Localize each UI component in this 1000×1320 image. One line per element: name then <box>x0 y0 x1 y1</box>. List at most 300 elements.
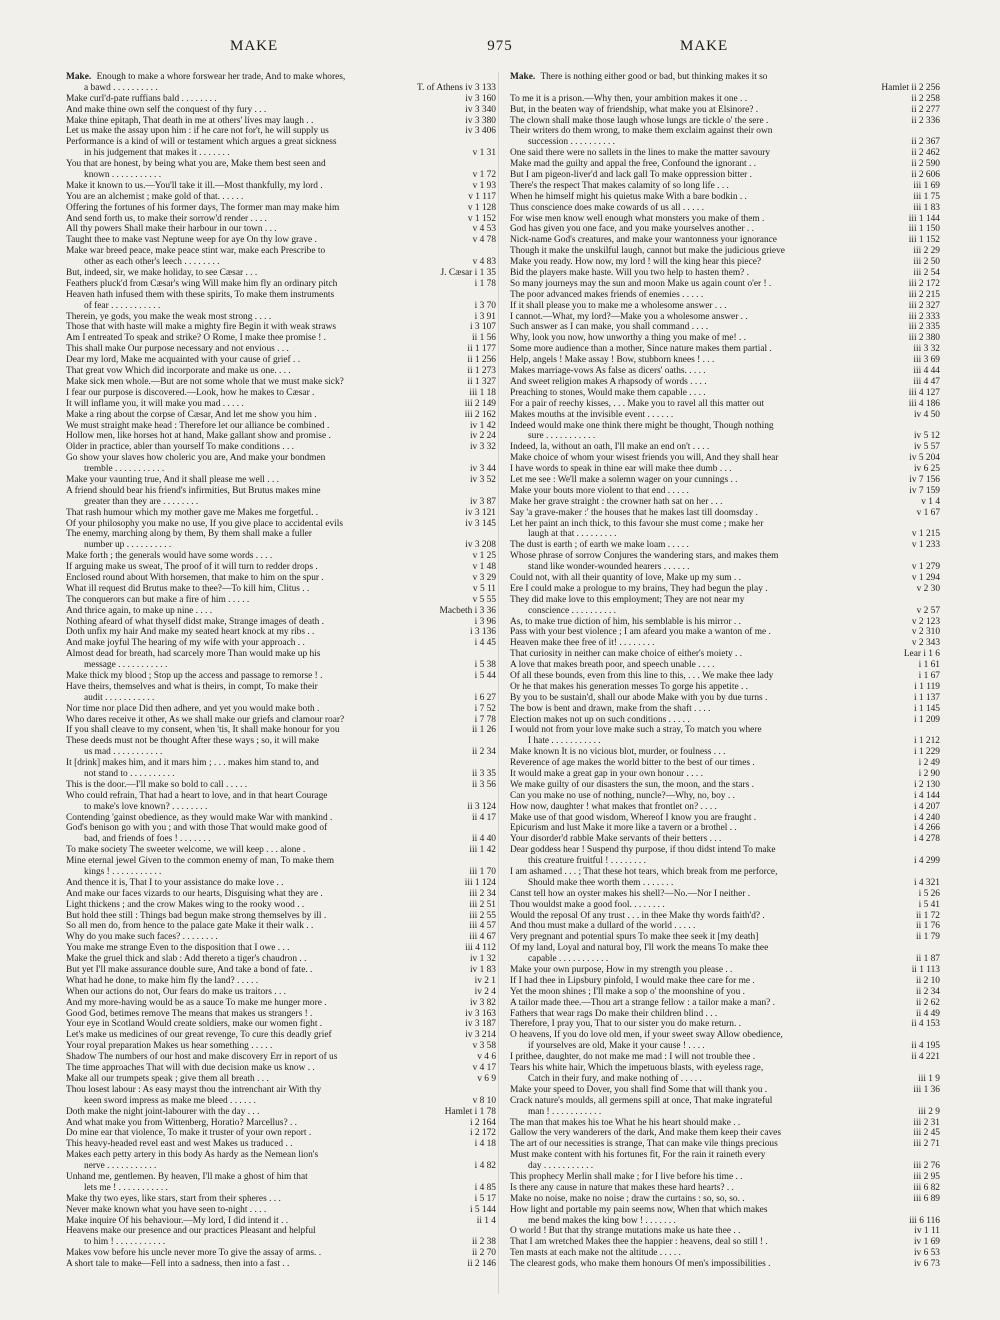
concordance-line <box>510 747 940 758</box>
quotation-text: All thy powers Shall make their harbour in our town . . . <box>66 224 277 235</box>
concordance-line <box>510 1107 940 1118</box>
citation-reference: iii 3 69 <box>913 355 940 366</box>
quotation-text: Bid the players make haste. Will you two help to hasten them? . <box>510 268 749 279</box>
quotation-text: And my more-having would be as a sauce To make me hunger more . <box>66 997 327 1008</box>
citation-reference: v 1 25 <box>472 551 496 562</box>
concordance-line <box>510 1194 940 1205</box>
citation-reference: i 1 137 <box>913 692 940 703</box>
citation-reference: i 4 82 <box>474 1161 496 1172</box>
quotation-text: Could not, with all their quantity of love, Make up my sum . . <box>510 572 741 583</box>
citation-reference: i 1 212 <box>913 736 940 747</box>
concordance-line <box>510 453 940 464</box>
concordance-line <box>66 431 496 442</box>
concordance-line <box>510 421 940 432</box>
citation-reference: iii 1 36 <box>913 1084 940 1095</box>
citation-reference: iii 2 71 <box>913 1139 940 1150</box>
concordance-line <box>510 519 940 530</box>
concordance-line <box>66 867 496 878</box>
concordance-line <box>510 279 940 290</box>
citation-reference: iii 4 186 <box>908 398 940 409</box>
quotation-text: Make known It is no vicious blot, murder, or foulness . . . <box>510 747 726 758</box>
concordance-line <box>66 322 496 333</box>
citation-reference: iii 2 380 <box>908 333 940 344</box>
quotation-text: Do mine ear that violence, To make it truster of your own report . <box>66 1128 312 1139</box>
concordance-line <box>66 453 496 464</box>
concordance-line <box>66 508 496 519</box>
citation-reference: iv 4 50 <box>913 409 940 420</box>
citation-reference: ii 2 277 <box>911 104 940 115</box>
citation-reference: v 8 10 <box>472 1095 496 1106</box>
quotation-text: Epicurism and lust Make it more like a tavern or a brothel . . <box>510 823 737 834</box>
citation-reference: iv 1 32 <box>469 954 496 965</box>
quotation-text: What ill request did Brutus make to thee?—To kill him, Clitus . . <box>66 583 310 594</box>
quotation-text: Makes mouths at the invisible event . . . . . . <box>510 409 674 420</box>
quotation-text: Though it make the unskilful laugh, cannot but make the judicious grieve <box>510 246 785 257</box>
citation-reference: iv 6 73 <box>913 1259 940 1270</box>
quotation-text: It will inflame you, it will make you mad . . . . . <box>66 398 244 409</box>
citation-reference: iii 2 215 <box>908 289 940 300</box>
quotation-text: this creature fruitful ! . . . . . . . . <box>528 856 646 867</box>
concordance-line <box>66 965 496 976</box>
quotation-text: Make thick my blood ; Stop up the access and passage to remorse ! . <box>66 670 323 681</box>
citation-reference: i 7 52 <box>474 703 496 714</box>
citation-reference: iii 2 50 <box>913 257 940 268</box>
quotation-text: Let me see : We'll make a solemn wager on your cunnings . . <box>510 474 738 485</box>
concordance-line <box>66 442 496 453</box>
quotation-text: But hold thee still : Things bad begun make strong themselves by ill . <box>66 910 327 921</box>
concordance-line <box>66 704 496 715</box>
quotation-text: That rash humour which my mother gave me Makes me forgetful. . <box>66 507 319 518</box>
quotation-text: Let's make us medicines of our great revenge, To cure this deadly grief <box>66 1030 332 1041</box>
quotation-text: If I had thee in Lipsbury pinfold, I would make thee care for me . <box>510 975 755 986</box>
quotation-text: And thence it is, That I to your assistance do make love . . <box>66 877 284 888</box>
running-head-left: MAKE <box>230 38 279 54</box>
quotation-text: number up . . . . . . . . . . <box>84 540 172 551</box>
citation-reference: iii 2 172 <box>908 278 940 289</box>
citation-reference: v 1 72 <box>472 170 496 181</box>
citation-reference: i 2 49 <box>918 758 940 769</box>
concordance-line <box>510 442 940 453</box>
quotation-text: A tailor made thee.—Thou art a strange fellow : a tailor make a man? . <box>510 997 776 1008</box>
concordance-line <box>510 192 940 203</box>
quotation-text: Make all our trumpets speak ; give them all breath . . . <box>66 1073 269 1084</box>
concordance-line <box>66 159 496 170</box>
citation-reference: v 3 58 <box>472 1041 496 1052</box>
citation-reference: iv 6 25 <box>913 464 940 475</box>
quotation-text: That I am wretched Makes thee the happier : heavens, deal so still ! . <box>510 1237 768 1248</box>
concordance-line <box>510 1150 940 1161</box>
concordance-line <box>66 475 496 486</box>
citation-reference: iv 3 87 <box>469 496 496 507</box>
quotation-text: laugh at that . . . . . . . . . <box>528 529 617 540</box>
quotation-text: Feathers pluck'd from Cæsar's wing Will make him fly an ordinary pitch <box>66 278 338 289</box>
citation-reference: iii 3 32 <box>913 344 940 355</box>
concordance-line <box>510 399 940 410</box>
concordance-line <box>510 214 940 225</box>
quotation-text: Dear my lord, Make me acquainted with your cause of grief . . <box>66 355 301 366</box>
citation-reference: ii 1 79 <box>916 932 940 943</box>
quotation-text: You are an alchemist ; make gold of that. . . . . . <box>66 191 244 202</box>
quotation-text: Would the reposal Of any trust . . . in thee Make thy words faith'd? . <box>510 910 765 921</box>
quotation-text: Why, look you now, how unworthy a thing you make of me! . . <box>510 333 746 344</box>
concordance-line <box>66 257 496 268</box>
concordance-line <box>510 540 940 551</box>
quotation-text: I hate . . . . . . . . . . . <box>528 736 601 747</box>
concordance-line <box>66 235 496 246</box>
citation-reference: ii 1 87 <box>916 954 940 965</box>
concordance-line <box>510 562 940 573</box>
citation-reference: i 4 45 <box>474 638 496 649</box>
headword: Make. <box>510 72 536 82</box>
quotation-text: Reverence of age makes the world bitter to the best of our times . <box>510 758 755 769</box>
citation-reference: iii 2 51 <box>469 899 496 910</box>
quotation-text: Nor time nor place Did then adhere, and yet you would make both . <box>66 703 320 714</box>
citation-reference: v 4 17 <box>472 1063 496 1074</box>
quotation-text: tremble . . . . . . . . . . . <box>84 464 165 475</box>
concordance-line <box>66 279 496 290</box>
quotation-text: Make your speed to Dover, you shall find Some that will thank you . <box>510 1084 768 1095</box>
citation-reference: v 2 123 <box>911 616 940 627</box>
quotation-text: Fathers that wear rags Do make their children blind . . . <box>510 1008 718 1019</box>
concordance-line <box>510 595 940 606</box>
citation-reference: iv 5 204 <box>909 453 940 464</box>
quotation-text: Doth unfix my hair And make my seated heart knock at my ribs . . <box>66 627 315 638</box>
concordance-line <box>510 660 940 671</box>
quotation-text: known . . . . . . . . . . . <box>84 170 162 181</box>
citation-reference: v 1 294 <box>911 572 940 583</box>
concordance-line <box>66 758 496 769</box>
citation-reference: v 3 29 <box>472 572 496 583</box>
quotation-text: Make her grave straight : the crowner hath sat on her . . . <box>510 496 723 507</box>
citation-reference: iv 3 340 <box>465 104 496 115</box>
quotation-text: O world ! But that thy strange mutations make us hate thee . . <box>510 1226 741 1237</box>
quotation-text: greater than they are . . . . . . . . <box>84 496 199 507</box>
concordance-line <box>66 333 496 344</box>
concordance-line <box>510 1237 940 1248</box>
citation-reference: iii 2 327 <box>908 300 940 311</box>
concordance-line <box>66 421 496 432</box>
quotation-text: God's benison go with you ; and with those That would make good of <box>66 823 328 834</box>
quotation-text: The clown shall make those laugh whose lungs are tickle o' the sere . <box>510 115 769 126</box>
concordance-line <box>66 715 496 726</box>
concordance-line <box>66 1172 496 1183</box>
quotation-text: To me it is a prison.—Why then, your ambition makes it one . . <box>510 93 748 104</box>
citation-reference: ii 1 26 <box>472 725 496 736</box>
quotation-text: Crack nature's moulds, all germens spill at once, That make ingrateful <box>510 1095 773 1106</box>
concordance-line <box>510 475 940 486</box>
citation-reference: ii 2 10 <box>916 975 940 986</box>
concordance-line <box>510 301 940 312</box>
concordance-line <box>510 497 940 508</box>
concordance-line <box>66 627 496 638</box>
concordance-line <box>66 1019 496 1030</box>
quotation-text: Whose phrase of sorrow Conjures the wandering stars, and makes them <box>510 551 779 562</box>
quotation-text: Some more audience than a mother, Since nature makes them partial . <box>510 344 772 355</box>
quotation-text: Make no noise, make no noise ; draw the curtains : so, so, so. . <box>510 1193 745 1204</box>
quotation-text: Your disorder'd rabble Make servants of their betters . . . <box>510 834 722 845</box>
quotation-text: Go show your slaves how choleric you are, And make your bondmen <box>66 453 326 464</box>
concordance-line <box>66 410 496 421</box>
quotation-text: Make thy two eyes, like stars, start from their spheres . . . <box>66 1193 281 1204</box>
concordance-line <box>510 911 940 922</box>
citation-reference: iv 5 12 <box>913 431 940 442</box>
concordance-line <box>510 1139 940 1150</box>
quotation-text: audit . . . . . . . . . . . <box>84 692 155 703</box>
quotation-text: This is the door.—I'll make so bold to call . . . . . <box>66 779 248 790</box>
citation-reference: iii 2 54 <box>913 268 940 279</box>
concordance-line <box>66 1194 496 1205</box>
concordance-line <box>66 1226 496 1237</box>
citation-reference: i 5 17 <box>474 1193 496 1204</box>
citation-reference: iv 1 11 <box>914 1226 940 1237</box>
citation-reference: i 1 119 <box>914 681 940 692</box>
citation-reference: ii 3 35 <box>472 769 496 779</box>
quotation-text: Or he that makes his generation messes To gorge his appetite . . <box>510 681 749 692</box>
quotation-text: The time approaches That will with due decision make us know . . <box>66 1063 315 1074</box>
quotation-text: This heavy-headed revel east and west Makes us traduced . . <box>66 1139 293 1150</box>
citation-reference: iii 1 152 <box>908 235 940 246</box>
concordance-line <box>510 203 940 214</box>
concordance-line <box>66 845 496 856</box>
quotation-text: of fear . . . . . . . . . . . <box>84 300 161 311</box>
citation-reference: ii 2 367 <box>911 137 940 148</box>
quotation-text: Catch in their fury, and make nothing of . . . . . <box>528 1073 702 1084</box>
quotation-text: Nothing afeard of what thyself didst make, Strange images of death . <box>66 616 325 627</box>
concordance-line <box>510 900 940 911</box>
concordance-line <box>66 954 496 965</box>
quotation-text: For a pair of reechy kisses, . . . Make you to ravel all this matter out <box>510 398 765 409</box>
citation-reference: i 4 18 <box>474 1139 496 1150</box>
citation-reference: v 1 128 <box>467 202 496 213</box>
concordance-line <box>510 235 940 246</box>
concordance-line <box>510 682 940 693</box>
quotation-text: I fear our purpose is discovered.—Look, how he makes to Cæsar . <box>66 387 315 398</box>
quotation-text: A love that makes breath poor, and speech unable . . . . <box>510 660 715 671</box>
concordance-line <box>510 486 940 497</box>
concordance-line <box>66 813 496 824</box>
quotation-text: Mine eternal jewel Given to the common enemy of man, To make them <box>66 856 335 867</box>
citation-reference: iii 2 55 <box>469 910 496 921</box>
quotation-text: I would not from your love make such a stray, To match you where <box>510 725 762 736</box>
quotation-text: other as each other's leech . . . . . . . . <box>84 257 220 268</box>
concordance-line <box>66 1183 496 1194</box>
citation-reference: iv 3 44 <box>469 464 496 475</box>
citation-reference: v 2 343 <box>911 638 940 649</box>
quotation-text: These deeds must not be thought After these ways ; so, it will make <box>66 736 320 747</box>
quotation-text: keen sword impress as make me bleed . . . . . . <box>84 1095 256 1106</box>
quotation-text: Light thickens ; and the crow Makes wing to the rooky wood . . <box>66 899 305 910</box>
concordance-line <box>66 1237 496 1248</box>
quotation-text: Make a ring about the corpse of Cæsar, And let me show you him . <box>66 409 317 420</box>
citation-reference: ii 2 590 <box>911 159 940 170</box>
headword: Make. <box>66 72 92 82</box>
citation-reference: iii 1 9 <box>918 1073 940 1084</box>
concordance-line <box>66 1139 496 1150</box>
concordance-line <box>66 540 496 551</box>
citation-reference: i 4 321 <box>913 877 940 888</box>
concordance-line <box>510 1128 940 1139</box>
citation-reference: i 4 85 <box>474 1182 496 1193</box>
concordance-line <box>510 1009 940 1020</box>
concordance-line <box>66 987 496 998</box>
citation-reference: v 2 57 <box>916 605 940 616</box>
concordance-line <box>66 791 496 802</box>
citation-reference: i 1 145 <box>913 703 940 714</box>
citation-reference: J. Cæsar i 1 35 <box>440 268 496 279</box>
citation-reference: ii 2 62 <box>916 997 940 1008</box>
concordance-line <box>66 203 496 214</box>
concordance-line <box>510 377 940 388</box>
citation-reference: v 1 4 <box>921 496 940 507</box>
concordance-line <box>510 246 940 257</box>
concordance-line <box>510 224 940 235</box>
citation-reference: v 4 53 <box>472 224 496 235</box>
citation-reference: i 2 172 <box>469 1128 496 1139</box>
concordance-line <box>66 1041 496 1052</box>
quotation-text: Heaven make thee free of it! . . . . . . . . <box>510 638 655 649</box>
concordance-line <box>510 1118 940 1129</box>
quotation-text: to him ! . . . . . . . . . . . <box>84 1237 166 1248</box>
concordance-line <box>66 1216 496 1227</box>
citation-reference: iv 3 406 <box>465 126 496 137</box>
quotation-text: Unhand me, gentlemen. By heaven, I'll make a ghost of him that <box>66 1171 308 1182</box>
quotation-text: God has given you one face, and you make yourselves another . . <box>510 224 754 235</box>
citation-reference: ii 3 124 <box>467 801 496 812</box>
concordance-line <box>66 1128 496 1139</box>
concordance-line <box>66 1052 496 1063</box>
quotation-text: This prophecy Merlin shall make ; for I live before his time . . <box>510 1171 743 1182</box>
concordance-line <box>510 856 940 867</box>
concordance-line <box>66 497 496 508</box>
quotation-text: If arguing make us sweat, The proof of it will turn to redder drops . <box>66 562 318 573</box>
quotation-text: Make. Enough to make a whore forswear her trade, And to make whores, <box>66 72 346 82</box>
concordance-line <box>66 366 496 377</box>
quotation-text: But I am pigeon-liver'd and lack gall To make oppression bitter . <box>510 170 752 181</box>
quotation-text: kings ! . . . . . . . . . . . <box>84 867 162 878</box>
citation-reference: ii 2 34 <box>916 986 940 997</box>
quotation-text: Of my land, Loyal and natural boy, I'll work the means To make thee <box>510 943 769 954</box>
concordance-line <box>66 1205 496 1216</box>
concordance-line <box>66 573 496 584</box>
citation-reference: iii 6 116 <box>909 1215 940 1226</box>
quotation-text: Enclosed round about With horsemen, that make to him on the spur . <box>66 572 324 583</box>
quotation-text: Makes vow before his uncle never more To give the assay of arms. . <box>66 1248 322 1259</box>
quotation-text: Thus conscience does make cowards of us all . . . . . <box>510 202 704 213</box>
quotation-text: Have theirs, themselves and what is theirs, in compt, To make their <box>66 681 318 692</box>
citation-reference: v 1 48 <box>472 562 496 573</box>
quotation-text: Who dares receive it other, As we shall make our griefs and clamour roar? <box>66 714 345 725</box>
citation-reference: iv 3 214 <box>465 1030 496 1041</box>
concordance-line <box>66 911 496 922</box>
quotation-text: This shall make Our purpose necessary and not envious . . . <box>66 344 289 355</box>
citation-reference: iv 3 145 <box>465 518 496 529</box>
concordance-line <box>510 606 940 617</box>
citation-reference: i 3 91 <box>474 311 496 322</box>
citation-reference: iii 2 162 <box>464 409 496 420</box>
concordance-line <box>510 845 940 856</box>
citation-reference: ii 2 146 <box>467 1259 496 1270</box>
quotation-text: Make the gruel thick and slab : Add thereto a tiger's chaudron . . <box>66 954 307 965</box>
concordance-line <box>510 1259 940 1270</box>
concordance-line <box>66 116 496 127</box>
concordance-line <box>66 802 496 813</box>
concordance-line <box>66 649 496 660</box>
citation-reference: ii 1 177 <box>467 344 496 355</box>
quotation-text: capable . . . . . . . . . . . <box>528 954 609 965</box>
quotation-text: Those that with haste will make a mighty fire Begin it with weak straws <box>66 322 336 333</box>
concordance-line <box>66 105 496 116</box>
citation-reference: iv 3 187 <box>465 1019 496 1030</box>
concordance-line <box>510 410 940 421</box>
concordance-line <box>510 312 940 323</box>
concordance-line <box>510 1085 940 1096</box>
quotation-text: Thou losest labour : As easy mayst thou the intrenchant air With thy <box>66 1084 322 1095</box>
citation-reference: iii 2 29 <box>913 246 940 257</box>
quotation-text: Let us make the assay upon him : if he care not for't, he will supply us <box>66 126 329 137</box>
quotation-text: Make your bouts more violent to that end . . . . . <box>510 485 689 496</box>
citation-reference: ii 1 273 <box>467 366 496 377</box>
quotation-text: message . . . . . . . . . . . <box>84 660 168 671</box>
citation-reference: iv 1 83 <box>469 965 496 976</box>
concordance-line <box>510 671 940 682</box>
citation-reference: v 5 11 <box>472 583 496 594</box>
concordance-line <box>66 1096 496 1107</box>
citation-reference: i 5 41 <box>918 899 940 910</box>
concordance-line <box>66 214 496 225</box>
quotation-text: You make me strange Even to the disposition that I owe . . . <box>66 943 290 954</box>
quotation-text: Dear goddess hear ! Suspend thy purpose, if thou didst intend To make <box>510 845 776 856</box>
quotation-text: Such answer as I can make, you shall command . . . . <box>510 322 709 333</box>
quotation-text: It [drink] makes him, and it mars him ; . . . makes him stand to, and <box>66 758 319 769</box>
quotation-text: But, in the beaten way of friendship, what make you at Elsinore? . <box>510 104 759 115</box>
quotation-text: day . . . . . . . . . . . <box>528 1161 594 1172</box>
concordance-line <box>510 181 940 192</box>
quotation-text: Preaching to stones, Would make them capable . . . . <box>510 387 706 398</box>
concordance-line <box>66 998 496 1009</box>
concordance-line <box>66 137 496 148</box>
concordance-line <box>510 769 940 780</box>
concordance-line <box>510 704 940 715</box>
citation-reference: iii 4 44 <box>913 366 940 377</box>
quotation-text: We make guilty of our disasters the sun, the moon, and the stars . <box>510 779 754 790</box>
concordance-line <box>510 126 940 137</box>
quotation-text: What had he done, to make him fly the land? . . . . . <box>66 975 259 986</box>
concordance-line <box>510 1019 940 1030</box>
quotation-text: Contending 'gainst obedience, as they would make War with mankind . <box>66 812 333 823</box>
citation-reference: iv 7 156 <box>909 474 940 485</box>
citation-reference: v 1 93 <box>472 180 496 191</box>
concordance-line <box>66 399 496 410</box>
quotation-text: Therein, ye gods, you make the weak most strong . . . . <box>66 311 272 322</box>
quotation-text: There's the respect That makes calamity of so long life . . . <box>510 180 729 191</box>
concordance-line <box>510 1041 940 1052</box>
quotation-text: But yet I'll make assurance double sure, And take a bond of fate. . <box>66 965 313 976</box>
quotation-text: When he himself might his quietus make With a bare bodkin . . <box>510 191 747 202</box>
citation-reference: i 1 67 <box>918 670 940 681</box>
quotation-text: Heavens make our presence and our practices Pleasant and helpful <box>66 1226 316 1237</box>
quotation-text: Hollow men, like horses hot at hand, Make gallant show and promise . <box>66 431 331 442</box>
concordance-line <box>510 322 940 333</box>
quotation-text: not stand to . . . . . . . . . . <box>84 769 175 779</box>
citation-reference: iv 3 160 <box>465 93 496 104</box>
concordance-line <box>510 72 940 83</box>
concordance-line <box>66 126 496 137</box>
citation-reference: Hamlet i 1 78 <box>444 1106 496 1117</box>
citation-reference: v 4 83 <box>472 257 496 268</box>
concordance-line <box>510 1226 940 1237</box>
citation-reference: i 1 209 <box>913 714 940 725</box>
concordance-line <box>66 377 496 388</box>
